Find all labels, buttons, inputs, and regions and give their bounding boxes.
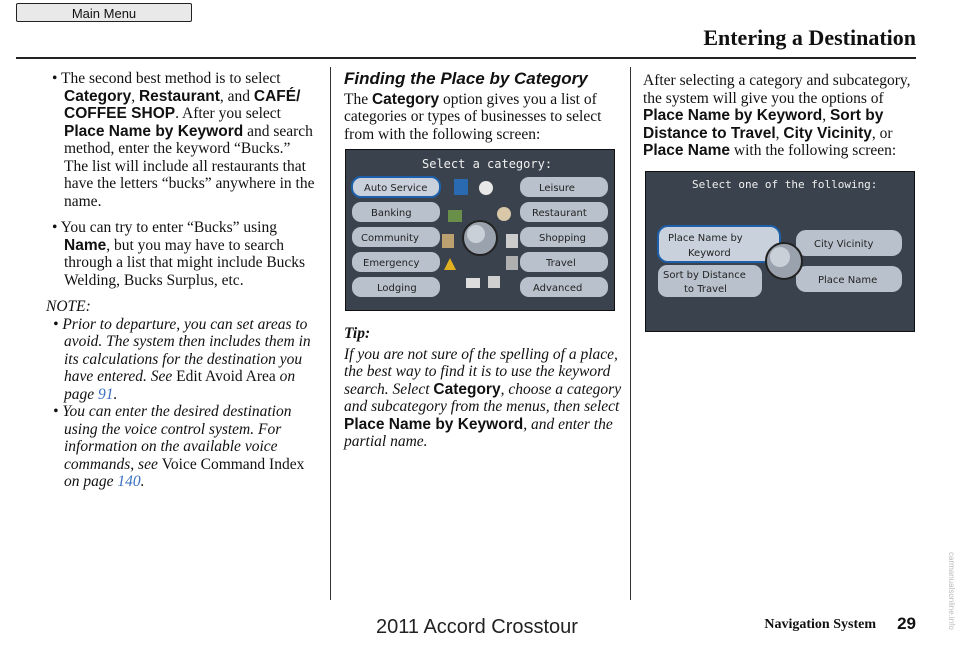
options-screen — [645, 171, 915, 332]
left-category-buttons — [352, 177, 440, 297]
column-divider-1 — [330, 67, 331, 600]
tip-label: Tip: — [344, 325, 371, 342]
page-title: Entering a Destination — [703, 25, 916, 50]
category-screen-graphic — [346, 150, 614, 310]
options-screen-title: Select one of the following: — [692, 178, 878, 191]
option-place-name: Place Name — [818, 275, 878, 286]
column-3 — [643, 72, 913, 160]
options-intro: After selecting a category and subcategory, the system will give you the options of Place Name by Keyword, Sort by Distance to Travel, City Vicinity, or Place Name with the following screen: — [643, 72, 911, 159]
tip-block — [344, 325, 624, 451]
option-city-vicinity: City Vicinity — [814, 239, 874, 250]
page-number: 29 — [897, 614, 916, 633]
page-link-140[interactable]: 140 — [117, 473, 141, 490]
note-voice-command: • You can enter the desired destination using the voice control system. For information on the available voice commands, see Voice Command Index on page 140. — [53, 403, 305, 490]
tip-text: If you are not sure of the spelling of a place, the best way to find it is to use the keyword search. Select Category, choose a category and subcategory from the menus, then select Place Name by Keyword, and enter the partial name. — [344, 345, 622, 450]
option-sort-line2: to Travel — [684, 284, 727, 295]
column-1 — [46, 70, 316, 491]
option-sort-line1: Sort by Distance — [663, 270, 746, 281]
note-label: NOTE: — [46, 298, 91, 315]
site-watermark: carmanualsonline.info — [947, 552, 956, 630]
options-screen-graphic — [646, 172, 914, 331]
category-screen-title: Select a category: — [422, 157, 553, 171]
right-category-buttons — [520, 177, 608, 297]
category-auto-service: Auto Service — [364, 183, 428, 194]
category-community: Community — [361, 233, 419, 244]
note-avoid-area: • Prior to departure, you can set areas to avoid. The system then includes them in its calculations for the destination you have entered. See Edit Avoid Area on page 91. — [53, 315, 311, 403]
category-travel: Travel — [546, 258, 576, 269]
category-intro: The Category option gives you a list of categories or types of businesses to select from with the following screen: — [344, 90, 602, 143]
bullet-name-method: • You can try to enter “Bucks” using Name, but you may have to search through a list that might include Bucks Welding, Bucks Surplus, etc. — [52, 219, 306, 289]
footer-section: Navigation System — [764, 617, 876, 632]
main-menu-button[interactable]: Main Menu — [16, 3, 192, 22]
category-shopping: Shopping — [539, 233, 586, 244]
watermark: 2011 Accord Crosstour — [376, 616, 578, 638]
category-screen — [345, 149, 615, 311]
page-link-91[interactable]: 91 — [98, 385, 114, 403]
category-leisure: Leisure — [539, 183, 575, 194]
column-divider-2 — [630, 67, 631, 600]
section-heading: Finding the Place by Category — [344, 69, 588, 88]
category-emergency: Emergency — [363, 258, 420, 269]
category-restaurant: Restaurant — [532, 208, 587, 219]
option-place-keyword-line1: Place Name by — [668, 233, 743, 244]
option-place-keyword-line2: Keyword — [688, 248, 731, 259]
category-lodging: Lodging — [377, 283, 417, 294]
bullet-keyword-method: • The second best method is to select Category, Restaurant, and CAFÉ/ COFFEE SHOP. After you select Place Name by Keyword and search method, enter the keyword “Bucks.” The list will include all restaurants that have the letters “bucks” anywhere in the name. — [52, 70, 315, 210]
column-2 — [344, 70, 619, 143]
category-banking: Banking — [371, 208, 412, 219]
category-advanced: Advanced — [533, 283, 583, 294]
title-divider — [16, 57, 916, 59]
